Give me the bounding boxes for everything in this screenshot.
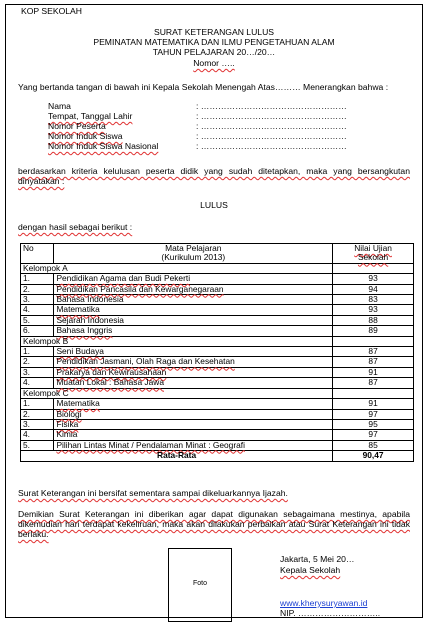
table-row	[21, 399, 414, 409]
field-label: Nama	[48, 101, 71, 111]
kop-sekolah: KOP SEKOLAH	[21, 6, 82, 16]
field-value: : ……………………………………………	[196, 141, 347, 151]
grades-table	[20, 243, 414, 462]
row-value: 91	[333, 399, 414, 409]
table-row	[21, 315, 414, 325]
table-row	[21, 274, 414, 284]
table-row	[21, 367, 414, 377]
row-no: 2.	[21, 409, 54, 419]
group-row	[21, 336, 414, 346]
row-no: 3.	[21, 295, 54, 305]
note-temporary: Surat Keterangan ini bersifat sementara sampai dikeluarkannya Ijazah.	[18, 488, 288, 498]
row-no: 4.	[21, 430, 54, 440]
note-closing: Demikian Surat Keterangan ini diberikan agar dapat digunakan sebagaimana mestinya, apabila dikemudian hari terdapat kekeliruan, maka akan dilakukan perbaikan atau Surat Keterangan ini tidak berlaku.	[18, 509, 410, 539]
doc-nomor: Nomor …..	[193, 58, 235, 68]
row-subject: Seni Budaya	[54, 347, 333, 357]
row-no: 5.	[21, 440, 54, 450]
row-no: 3.	[21, 367, 54, 377]
row-subject: Matematika	[54, 399, 333, 409]
table-row	[21, 440, 414, 450]
row-subject: Pilihan Lintas Minat / Pendalaman Minat : Geografi	[54, 440, 333, 450]
row-value: 93	[333, 305, 414, 315]
table-header-row	[21, 244, 414, 264]
row-subject: Sejarah Indonesia	[54, 315, 333, 325]
table-row	[21, 378, 414, 388]
group-name: Kelompok B	[21, 336, 333, 346]
row-value: 97	[333, 430, 414, 440]
row-subject: Kimia	[54, 430, 333, 440]
row-value: 85	[333, 440, 414, 450]
doc-title-3: TAHUN PELAJARAN 20…/20…	[152, 47, 276, 57]
grades-intro: dengan hasil sebagai berikut :	[18, 222, 133, 232]
row-value: 87	[333, 357, 414, 367]
row-subject: Pendidikan Pancasila dan Kewarganegaraan	[54, 284, 333, 294]
row-no: 1.	[21, 347, 54, 357]
group-name: Kelompok C	[21, 388, 333, 398]
website-link[interactable]: www.kherysuryawan.id	[280, 598, 368, 608]
table-row	[21, 419, 414, 429]
row-no: 2.	[21, 284, 54, 294]
total-row	[21, 451, 414, 461]
photo-label: Foto	[192, 580, 207, 587]
col-subject-line-1: Mata Pelajaran	[165, 243, 222, 253]
criteria-text: berdasarkan kriteria kelulusan peserta didik yang sudah ditetapkan, maka yang bersangkutan dinyatakan :	[18, 166, 410, 186]
row-value: 95	[333, 419, 414, 429]
row-subject: Fisika	[54, 419, 333, 429]
col-value-line-2: Sekolah	[357, 252, 389, 263]
photo-placeholder	[168, 548, 232, 622]
row-value: 88	[333, 315, 414, 325]
table-row	[21, 305, 414, 315]
document-page	[5, 4, 423, 618]
row-subject: Bahasa Inggris	[54, 326, 333, 336]
row-value: 93	[333, 274, 414, 284]
row-value: 83	[333, 295, 414, 305]
field-label: Tempat, Tanggal Lahir	[48, 111, 133, 121]
field-label: Nomor Peserta	[48, 121, 106, 131]
field-value: : ……………………………………………	[196, 101, 347, 111]
row-value: 87	[333, 378, 414, 388]
col-subject-header	[54, 244, 333, 264]
row-no: 4.	[21, 305, 54, 315]
col-no-header: No	[21, 244, 54, 264]
row-value: 97	[333, 409, 414, 419]
row-no: 6.	[21, 326, 54, 336]
field-value: : ……………………………………………	[196, 121, 347, 131]
table-row	[21, 347, 414, 357]
row-value: 91	[333, 367, 414, 377]
total-label: Rata-Rata	[21, 451, 333, 461]
field-label: Nomor Induk Siswa	[48, 131, 123, 141]
signature-nip: NIP. ………………………..	[280, 608, 381, 618]
signature-role: Kepala Sekolah	[280, 565, 341, 575]
table-row	[21, 409, 414, 419]
doc-title-1: SURAT KETERANGAN LULUS	[153, 27, 275, 37]
group-name: Kelompok A	[21, 263, 333, 273]
row-subject: Muatan Lokal : Bahasa Jawa	[54, 378, 333, 388]
row-subject: Biologi	[54, 409, 333, 419]
row-subject: Pendidikan Jasmani, Olah Raga dan Kesehatan	[54, 357, 333, 367]
status-lulus: LULUS	[200, 200, 228, 210]
row-value: 87	[333, 347, 414, 357]
table-row	[21, 357, 414, 367]
total-value: 90,47	[333, 451, 414, 461]
doc-title-2: PEMINATAN MATEMATIKA DAN ILMU PENGETAHUAN ALAM	[93, 37, 335, 47]
row-subject: Matematika	[54, 305, 333, 315]
table-row	[21, 430, 414, 440]
col-value-header	[333, 244, 414, 264]
row-no: 1.	[21, 274, 54, 284]
row-no: 3.	[21, 419, 54, 429]
field-value: : ……………………………………………	[196, 131, 347, 141]
group-row	[21, 263, 414, 273]
field-value: : ……………………………………………	[196, 111, 347, 121]
intro-text: Yang bertanda tangan di bawah ini Kepala Sekolah Menengah Atas……… Menerangkan bahwa :	[18, 82, 389, 92]
row-no: 5.	[21, 315, 54, 325]
field-label: Nomor Induk Siswa Nasional	[48, 141, 159, 151]
table-row	[21, 284, 414, 294]
table-row	[21, 326, 414, 336]
col-value-line-1: Nilai Ujian	[354, 243, 392, 253]
signature-place-date: Jakarta, 5 Mei 20…	[280, 554, 355, 564]
row-subject: Pendidikan Agama dan Budi Pekerti	[54, 274, 333, 284]
row-subject: Prakarya dan Kewirausahaan	[54, 367, 333, 377]
row-no: 2.	[21, 357, 54, 367]
row-value: 94	[333, 284, 414, 294]
row-no: 4.	[21, 378, 54, 388]
table-row	[21, 295, 414, 305]
row-subject: Bahasa Indonesia	[54, 295, 333, 305]
row-value: 89	[333, 326, 414, 336]
group-row	[21, 388, 414, 398]
col-subject-line-2: (Kurikulum 2013)	[161, 252, 226, 263]
row-no: 1.	[21, 399, 54, 409]
